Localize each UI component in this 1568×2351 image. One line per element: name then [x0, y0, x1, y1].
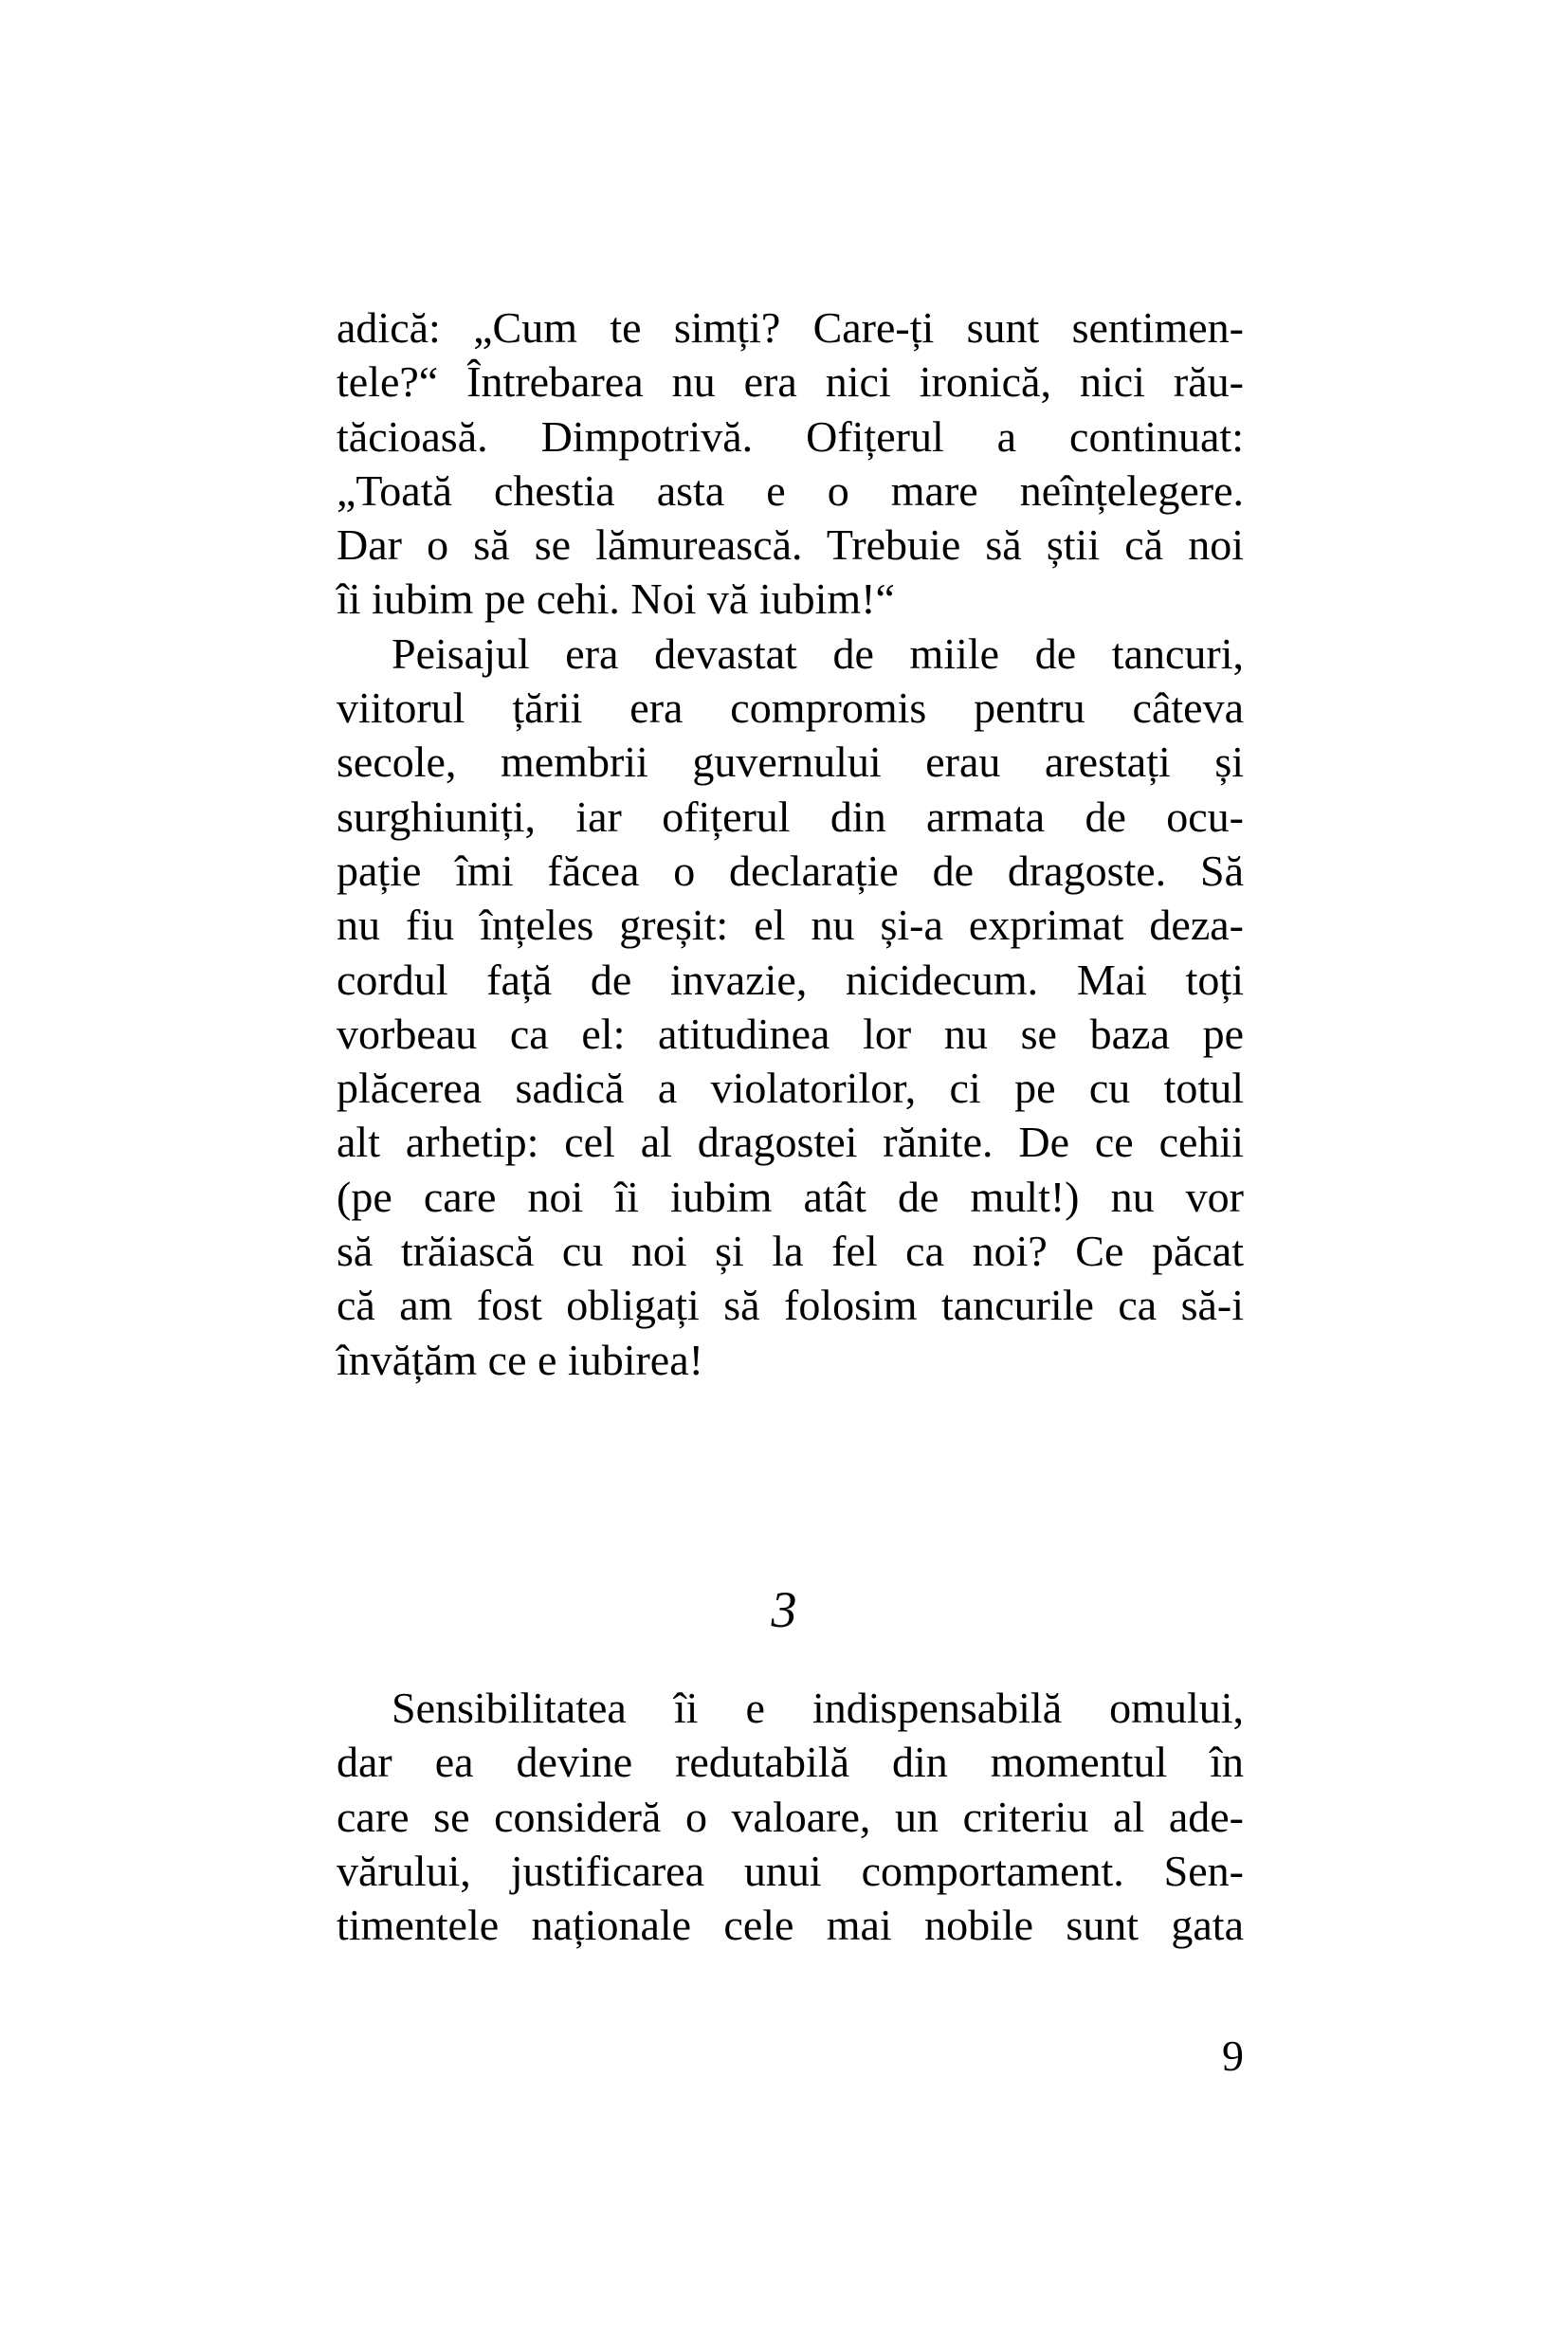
text-line: viitorul țării era compromis pentru câteva	[337, 683, 1244, 733]
text-line: pație îmi făcea o declarație de dragoste. Să	[337, 846, 1244, 895]
text-line: „Toată chestia asta e o mare neînțelegere.	[337, 465, 1244, 515]
text-line-paragraph-start: Sensibilitatea îi e indispensabilă omului,	[392, 1684, 1244, 1732]
text-line: vorbeau ca el: atitudinea lor nu se baza pe	[337, 1009, 1244, 1058]
text-line: Dar o să se lămurească. Trebuie să știi că noi	[337, 520, 1244, 570]
text-line: care se consideră o valoare, un criteriu al ade-	[337, 1792, 1244, 1841]
text-line: secole, membrii guvernului erau arestați și	[337, 738, 1244, 787]
page-number: 9	[1222, 2032, 1244, 2080]
text-line: vărului, justificarea unui comportament. Sen-	[337, 1846, 1244, 1895]
text-line: alt arhetip: cel al dragostei rănite. De ce cehii	[337, 1118, 1244, 1167]
text-line: cordul față de invazie, nicidecum. Mai toți	[337, 955, 1244, 1004]
text-line: surghiuniți, iar ofițerul din armata de ocu-	[337, 792, 1244, 841]
paragraph-block-section-3	[337, 1681, 1244, 1952]
text-line: timentele naționale cele mai nobile sunt gata	[337, 1901, 1244, 1950]
text-line: plăcerea sadică a violatorilor, ci pe cu totul	[337, 1064, 1244, 1113]
text-line: (pe care noi îi iubim atât de mult!) nu vor	[337, 1172, 1244, 1221]
text-line: că am fost obligați să folosim tancurile ca să-i	[337, 1281, 1244, 1330]
section-number: 3	[771, 1581, 797, 1638]
text-line: tele?“ Întrebarea nu era nici ironică, nici rău-	[337, 357, 1244, 407]
text-line-paragraph-start: Peisajul era devastat de miile de tancuri,	[392, 629, 1244, 678]
text-line: tăcioasă. Dimpotrivă. Ofițerul a continuat:	[337, 411, 1244, 461]
text-line: dar ea devine redutabilă din momentul în	[337, 1738, 1244, 1787]
paragraph-block-continuation	[337, 301, 1244, 1387]
text-line: să trăiască cu noi și la fel ca noi? Ce păcat	[337, 1227, 1244, 1276]
text-line: nu fiu înțeles greșit: el nu și-a exprimat deza-	[337, 901, 1244, 950]
text-line: îi iubim pe cehi. Noi vă iubim!“	[337, 574, 895, 624]
text-line: învățăm ce e iubirea!	[337, 1335, 703, 1384]
text-line: adică: „Cum te simți? Care-ți sunt sentimen-	[337, 303, 1244, 352]
